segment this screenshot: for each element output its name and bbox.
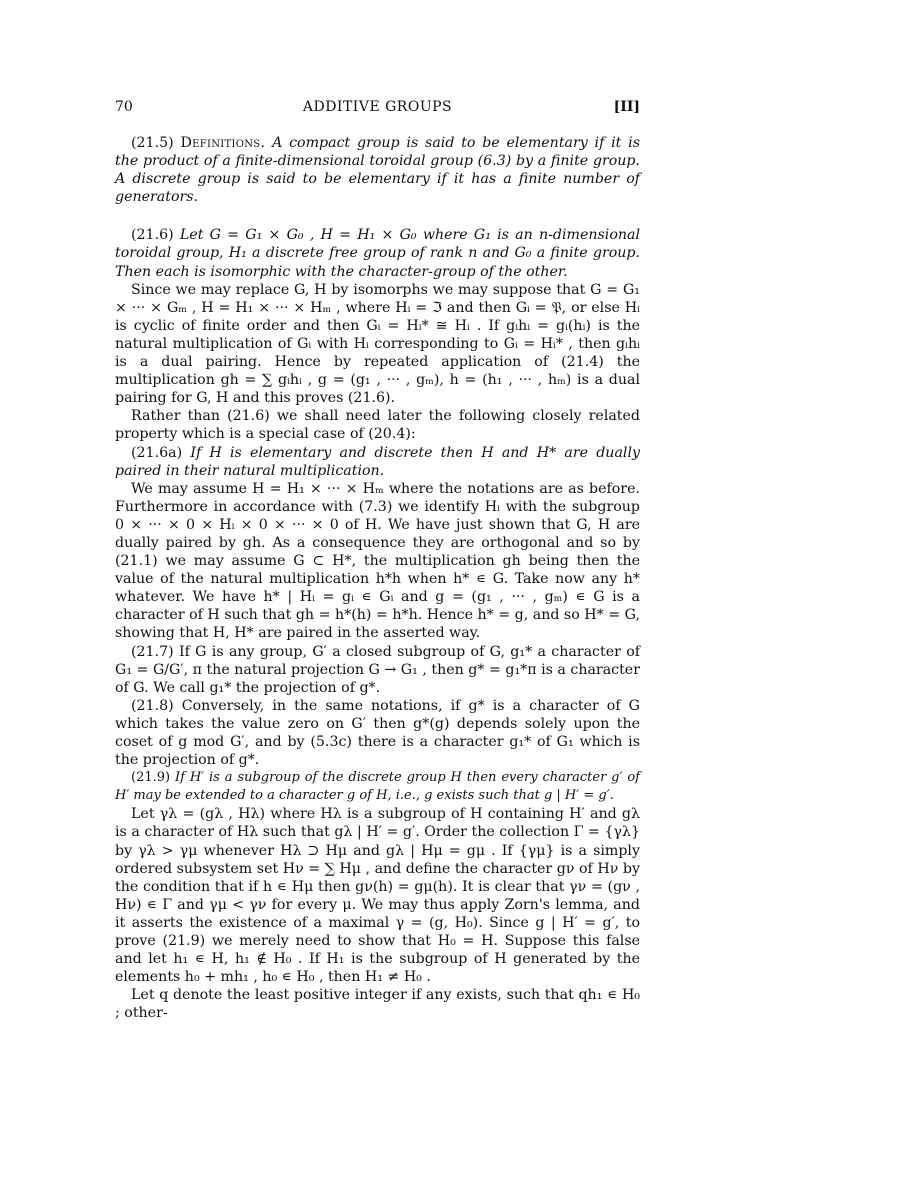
paragraph-21-8: (21.8) Conversely, in the same notations, if g* is a character of G which takes the value zero on G′ then g*(g) depends solely upon the coset of g mod G′, and by (5.3c) there is a character g₁* of G₁ which is the projection of g*. [115,697,640,769]
definition-heading: Definitions. [180,135,266,151]
running-title: ADDITIVE GROUPS [302,99,453,115]
paragraph-rather: Rather than (21.6) we shall need later the following closely related property which is a special case of (20.4): [115,408,640,443]
theorem-text: Let G = G₁ × G₀ , H = H₁ × G₀ where G₁ is an n-dimensional toroidal group, H₁ a discrete free group of rank n and G₀ a finite group. Then each is isomorphic with the character-group of the other. [115,227,640,280]
proof-21-6a: We may assume H = H₁ × ··· × Hₘ where the notations are as before. Furthermore in accordance with (7.3) we identify Hᵢ with the subgroup 0 × ··· × 0 × Hᵢ × 0 × ··· × 0 of H. We have just shown that G, H are dually paired by gh. As a consequence they are orthogonal and so by (21.1) we may assume G ⊂ H*, the multiplication gh being then the value of the natural multiplication h*h when h* ∊ G. Take now any h* whatever. We have h* | Hᵢ = gᵢ ∊ Gᵢ and g = (g₁ , ··· , gₘ) ∊ G is a character of H such that gh = h*(h) = h*h. Hence h* = g, and so H* = G, showing that H, H* are paired in the asserted way. [115,480,640,642]
proof-21-9: Let γλ = (gλ , Hλ) where Hλ is a subgroup of H containing H′ and gλ is a character of Hλ such that gλ | H′ = g′. Order the collection Γ = {γλ} by γλ > γμ whenever Hλ ⊃ Hμ and gλ | Hμ = gμ . If {γμ} is a simply ordered subsystem set Hν = ∑ Hμ , and define the character gν of Hν by the condition that if h ∊ Hμ then gν(h) = gμ(h). It is clear that γν = (gν , Hν) ∊ Γ and γμ < γν for every μ. We may thus apply Zorn's lemma, and it asserts the existence of a maximal γ = (g, H₀). Since g | H′ = g′, to prove (21.9) we merely need to show that H₀ = H. Suppose this false and let h₁ ∊ H, h₁ ∉ H₀ . If H₁ is the subgroup of H generated by the elements h₀ + mh₁ , h₀ ∊ H₀ , then H₁ ≠ H₀ . [115,806,640,986]
theorem-number: (21.9) [131,770,171,786]
theorem-text: If H′ is a subgroup of the discrete group H then every character g′ of H′ may be extended to a character g of H, i.e., g exists such that g | H′ = g′. [115,770,640,804]
definition-text: A compact group is said to be elementary if it is the product of a finite-dimensional toroidal group (6.3) by a finite group. A discrete group is said to be elementary if it has a finite number of generators. [115,135,640,206]
section-label: [II] [613,99,640,115]
definition-number: (21.5) [131,135,174,151]
definition-21-5 [115,134,640,206]
theorem-21-9 [115,769,640,805]
page [115,98,640,1023]
paragraph-last: Let q denote the least positive integer if any exists, such that qh₁ ∊ H₀ ; other- [115,987,640,1022]
theorem-21-6 [115,226,640,280]
running-header [115,98,640,120]
paragraph-21-7: (21.7) If G is any group, G′ a closed subgroup of G, g₁* a character of G₁ = G/G′, π the natural projection G → G₁ , then g* = g₁*π is a character of G. We call g₁* the projection of g*. [115,643,640,696]
theorem-21-6a [115,444,640,480]
theorem-text: If H is elementary and discrete then H and H* are dually paired in their natural multiplication. [115,444,640,479]
theorem-number: (21.6a) [131,444,183,461]
page-number: 70 [115,99,133,115]
proof-21-6: Since we may replace G, H by isomorphs we may suppose that G = G₁ × ··· × Gₘ , H = H₁ × ··· × Hₘ , where Hᵢ = ℑ and then Gᵢ = 𝔓, or else Hᵢ is cyclic of finite order and then Gᵢ = Hᵢ* ≅ Hᵢ . If gᵢhᵢ = gᵢ(hᵢ) is the natural multiplication of Gᵢ with Hᵢ corresponding to Gᵢ = Hᵢ* , then gᵢhᵢ is a dual pairing. Hence by repeated application of (21.4) the multiplication gh = ∑ gᵢhᵢ , g = (g₁ , ··· , gₘ), h = (h₁ , ··· , hₘ) is a dual pairing for G, H and this proves (21.6). [115,281,640,407]
theorem-number: (21.6) [131,227,174,244]
